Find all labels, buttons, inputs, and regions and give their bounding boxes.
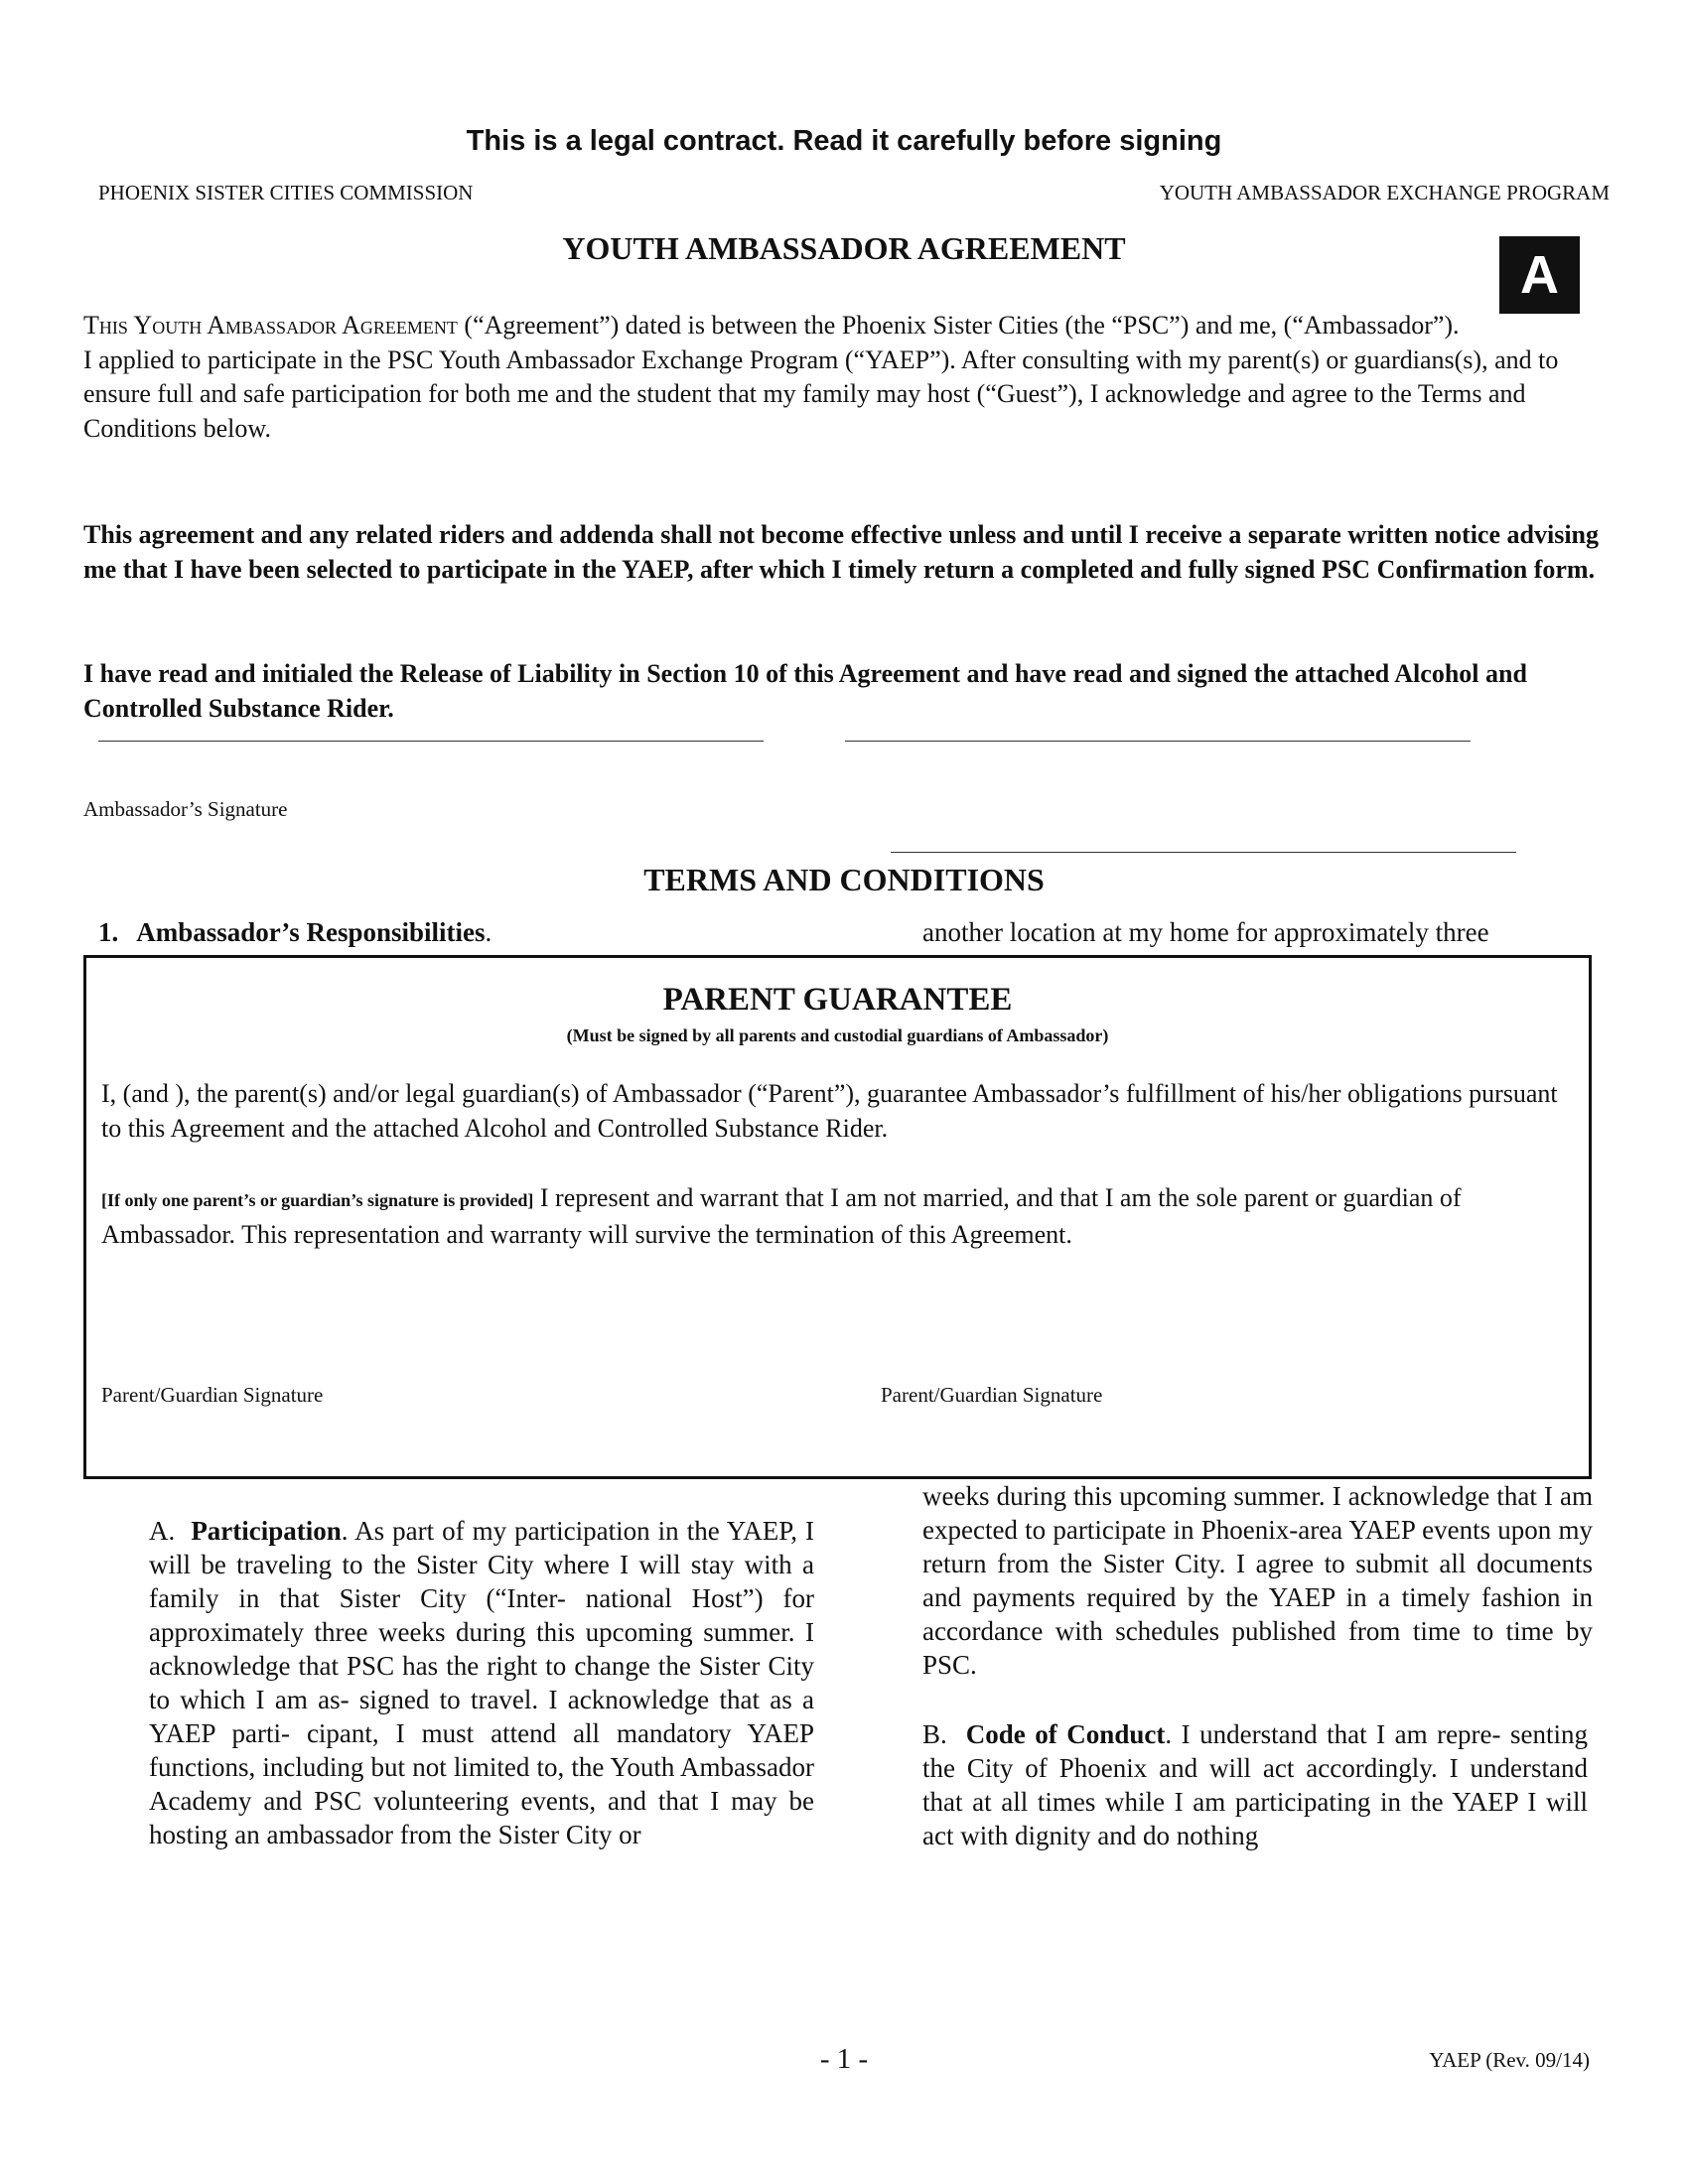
header-program: YOUTH AMBASSADOR EXCHANGE PROGRAM xyxy=(1159,181,1610,205)
agreement-lead: This Youth Ambassador Agreement xyxy=(83,311,458,340)
ambassador-signature-line[interactable] xyxy=(98,741,764,742)
column-2-first-line: another location at my home for approximately three xyxy=(922,917,1489,947)
section-a-heading: Participation xyxy=(191,1516,342,1546)
parent-signature-label-2: Parent/Guardian Signature xyxy=(881,1383,1103,1407)
section-number: 1. xyxy=(98,917,119,947)
initials-line[interactable] xyxy=(845,741,1471,742)
document-title: YOUTH AMBASSADOR AGREEMENT xyxy=(562,230,1126,266)
guarantee-title: PARENT GUARANTEE xyxy=(662,982,1013,1018)
release-acknowledgement: I have read and initialed the Release of Liability in Section 10 of this Agreement and have read and signed the attached Alcohol and Controlled Substance Rider. xyxy=(83,659,1527,723)
header-organization: PHOENIX SISTER CITIES COMMISSION xyxy=(98,181,474,205)
intro-paragraph xyxy=(83,309,1603,343)
terms-title: TERMS AND CONDITIONS xyxy=(643,862,1045,897)
intro-section xyxy=(83,309,1603,446)
section-b-text: . I understand that I am repre- senting the City of Phoenix and will act accordingly. I understand that at all times while I am participating in the YAEP I will act with dignity and do nothing xyxy=(922,1719,1589,1850)
legal-contract-banner: This is a legal contract. Read it carefully before signing xyxy=(466,125,1222,157)
parent-guarantee-box xyxy=(83,955,1592,1479)
section-b-code-of-conduct xyxy=(922,1717,1588,1852)
form-revision: YAEP (Rev. 09/14) xyxy=(1429,2048,1590,2072)
effectiveness-clause: This agreement and any related riders and addenda shall not become effective unless and until I receive a separate written notice advising me that I have been selected to participate in the YAEP, after which I timely return a completed and fully signed PSC Confirmation form. xyxy=(83,520,1600,584)
participation-paragraph xyxy=(149,1514,814,1851)
column-2-continued: weeks during this upcoming summer. I acknowledge that I am expected to participate in Phoenix-area YAEP events upon my return from the Sister City. I agree to submit all documents and payments required by the YAEP in a timely fashion in accordance with schedules published from time to time by PSC. xyxy=(922,1481,1593,1680)
section-a-participation xyxy=(149,1514,814,1851)
section-b-letter: B. xyxy=(922,1719,947,1749)
page-number: - 1 - xyxy=(819,2043,869,2075)
conduct-paragraph xyxy=(922,1717,1588,1852)
guarantee-paragraph: I, (and ), the parent(s) and/or legal guardian(s) of Ambassador (“Parent”), guarantee Ambassador’s fulfillment of his/her obligations pursuant to this Agreement and the attached Alcohol and Controlled Substance Rider. xyxy=(101,1079,1558,1143)
section-heading: Ambassador’s Responsibilities xyxy=(136,917,486,947)
ambassador-signature-label: Ambassador’s Signature xyxy=(83,797,288,821)
section-1-heading xyxy=(98,917,492,948)
sole-parent-text: I represent and warrant that I am not married, and that I am the sole parent or guardian of Ambassador. This representation and warranty will survive the termination of this Agreement. xyxy=(101,1183,1462,1249)
section-a-letter: A. xyxy=(149,1516,176,1546)
section-heading-period: . xyxy=(485,917,492,947)
section-a-text: . As part of my participation in the YAEP, I will be traveling to the Sister City where I will stay with a family in that Sister City (“Inter- national Host”) for approximately three weeks during this upcoming summer. I acknowledge that PSC has the right to change the Sister City to which I am as- signed to travel. I acknowledge that as a YAEP parti- cipant, I must attend all mandatory YAEP functions, including but not limited to, the Youth Ambassador Academy and PSC volunteering events, and that I may be hosting an ambassador from the Sister City or xyxy=(149,1516,814,1849)
form-letter-badge: A xyxy=(1499,236,1580,314)
guarantee-subtitle: (Must be signed by all parents and custodial guardians of Ambassador) xyxy=(566,1025,1109,1045)
single-signature-note: [If only one parent’s or guardian’s signature is provided] xyxy=(101,1190,534,1210)
section-b-heading: Code of Conduct xyxy=(965,1719,1166,1749)
intro-paragraph-2: I applied to participate in the PSC Youth Ambassador Exchange Program (“YAEP”). After consulting with my parent(s) or guardians(s), and to ensure full and safe participation for both me and the student that my family may host (“Guest”), I acknowledge and agree to the Terms and Conditions below. xyxy=(83,344,1559,443)
agreement-parties: (“Agreement”) dated is between the Phoenix Sister Cities (the “PSC”) and me, (“Ambassador”). xyxy=(457,311,1460,340)
date-line[interactable] xyxy=(891,852,1516,853)
sole-parent-paragraph xyxy=(101,1181,1581,1252)
parent-signature-label-1: Parent/Guardian Signature xyxy=(101,1383,324,1407)
